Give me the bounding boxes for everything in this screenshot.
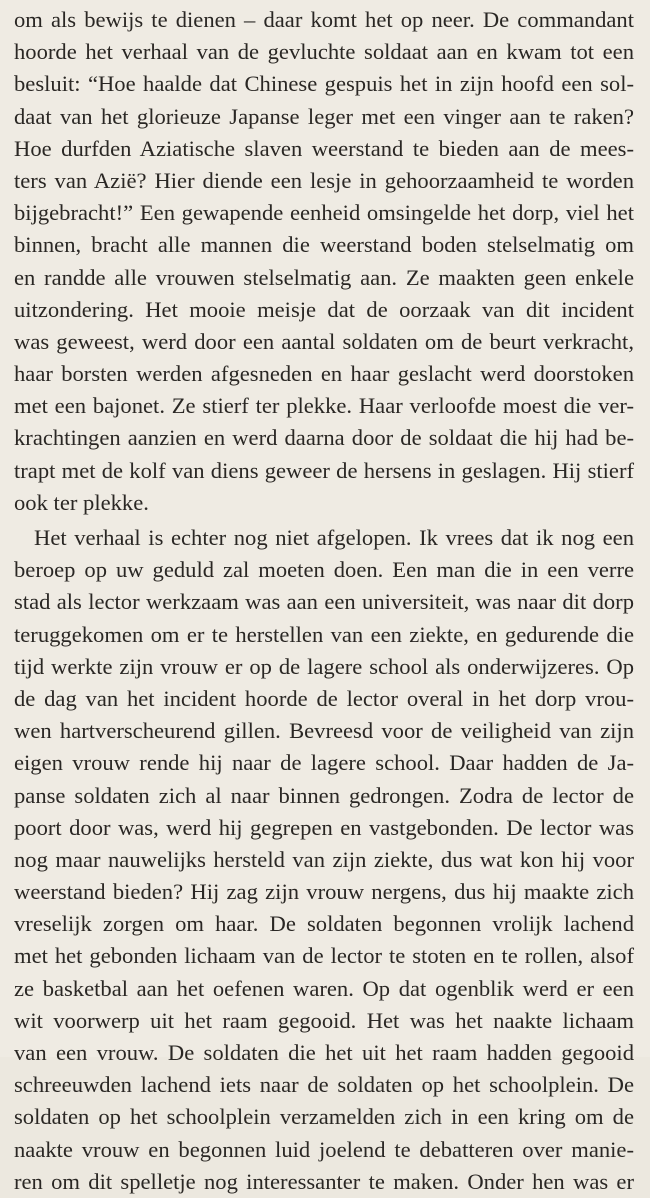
text-line: krachtingen aanzien en werd daarna door de soldaat die hij had be- bbox=[14, 425, 634, 451]
text-line: wit voorwerp uit het raam gegooid. Het was het naakte lichaam bbox=[14, 1007, 634, 1033]
text-line: teruggekomen om er te herstellen van een ziekte, en gedurende die bbox=[14, 621, 634, 647]
text-line: weerstand bieden? Hij zag zijn vrouw nergens, dus hij maakte zich bbox=[14, 879, 634, 905]
paragraph-1 bbox=[14, 4, 634, 519]
text-line: vreselijk zorgen om haar. De soldaten begonnen vrolijk lachend bbox=[14, 911, 634, 937]
text-line: was geweest, werd door een aantal soldaten om de beurt verkracht, bbox=[14, 328, 634, 354]
text-line: schreeuwden lachend iets naar de soldaten op het schoolplein. De bbox=[14, 1072, 634, 1098]
text-line: ze basketbal aan het oefenen waren. Op dat ogenblik werd er een bbox=[14, 975, 634, 1001]
text-line: poort door was, werd hij gegrepen en vastgebonden. De lector was bbox=[14, 814, 634, 840]
paragraph-2 bbox=[14, 522, 634, 1198]
text-line: binnen, bracht alle mannen die weerstand boden stelselmatig om bbox=[14, 232, 634, 258]
text-line: hoorde het verhaal van de gevluchte soldaat aan en kwam tot een bbox=[14, 39, 634, 65]
text-line: ook ter plekke. bbox=[14, 489, 149, 515]
text-line: eigen vrouw rende hij naar de lagere school. Daar hadden de Ja- bbox=[14, 750, 634, 776]
page-text bbox=[14, 4, 634, 1198]
text-line: Hoe durfden Aziatische slaven weerstand te bieden aan de mees- bbox=[14, 135, 634, 161]
text-line: Het verhaal is echter nog niet afgelopen. Ik vrees dat ik nog een bbox=[34, 525, 634, 550]
text-line: nog maar nauwelijks hersteld van zijn ziekte, dus wat kon hij voor bbox=[14, 846, 634, 872]
text-line: panse soldaten zich al naar binnen gedrongen. Zodra de lector de bbox=[14, 782, 634, 808]
text-line: stad als lector werkzaam was aan een universiteit, was naar dit dorp bbox=[14, 589, 634, 615]
text-line: met het gebonden lichaam van de lector te stoten en te rollen, alsof bbox=[14, 943, 634, 969]
text-line: tijd werkte zijn vrouw er op de lagere school als onderwijzeres. Op bbox=[14, 653, 634, 679]
text-line: naakte vrouw en begonnen luid joelend te debatteren over manie- bbox=[14, 1136, 634, 1162]
text-line: en randde alle vrouwen stelselmatig aan. Ze maakten geen enkele bbox=[14, 264, 634, 290]
text-line: de dag van het incident hoorde de lector overal in het dorp vrou- bbox=[14, 685, 634, 711]
text-line: uitzondering. Het mooie meisje dat de oorzaak van dit incident bbox=[14, 296, 634, 322]
text-line: om als bewijs te dienen – daar komt het op neer. De commandant bbox=[14, 7, 634, 32]
text-line: trapt met de kolf van diens geweer de hersens in geslagen. Hij stierf bbox=[14, 457, 634, 483]
text-line: ren om dit spelletje nog interessanter te maken. Onder hen was er bbox=[14, 1168, 634, 1194]
text-line: soldaten op het schoolplein verzamelden zich in een kring om de bbox=[14, 1104, 634, 1130]
text-line: ters van Azië? Hier diende een lesje in gehoorzaamheid te worden bbox=[14, 167, 634, 193]
text-line: daat van het glorieuze Japanse leger met een vinger aan te raken? bbox=[14, 103, 634, 129]
text-line: haar borsten werden afgesneden en haar geslacht werd doorstoken bbox=[14, 361, 634, 387]
text-line: met een bajonet. Ze stierf ter plekke. Haar verloofde moest die ver- bbox=[14, 393, 634, 419]
text-line: van een vrouw. De soldaten die het uit het raam hadden gegooid bbox=[14, 1040, 634, 1065]
text-line: bijgebracht!” Een gewapende eenheid omsingelde het dorp, viel het bbox=[14, 200, 634, 226]
text-line: beroep op uw geduld zal moeten doen. Een man die in een verre bbox=[14, 557, 634, 583]
text-line: wen hartverscheurend gillen. Bevreesd voor de veiligheid van zijn bbox=[14, 718, 634, 744]
text-line: besluit: “Hoe haalde dat Chinese gespuis het in zijn hoofd een sol- bbox=[14, 71, 634, 97]
